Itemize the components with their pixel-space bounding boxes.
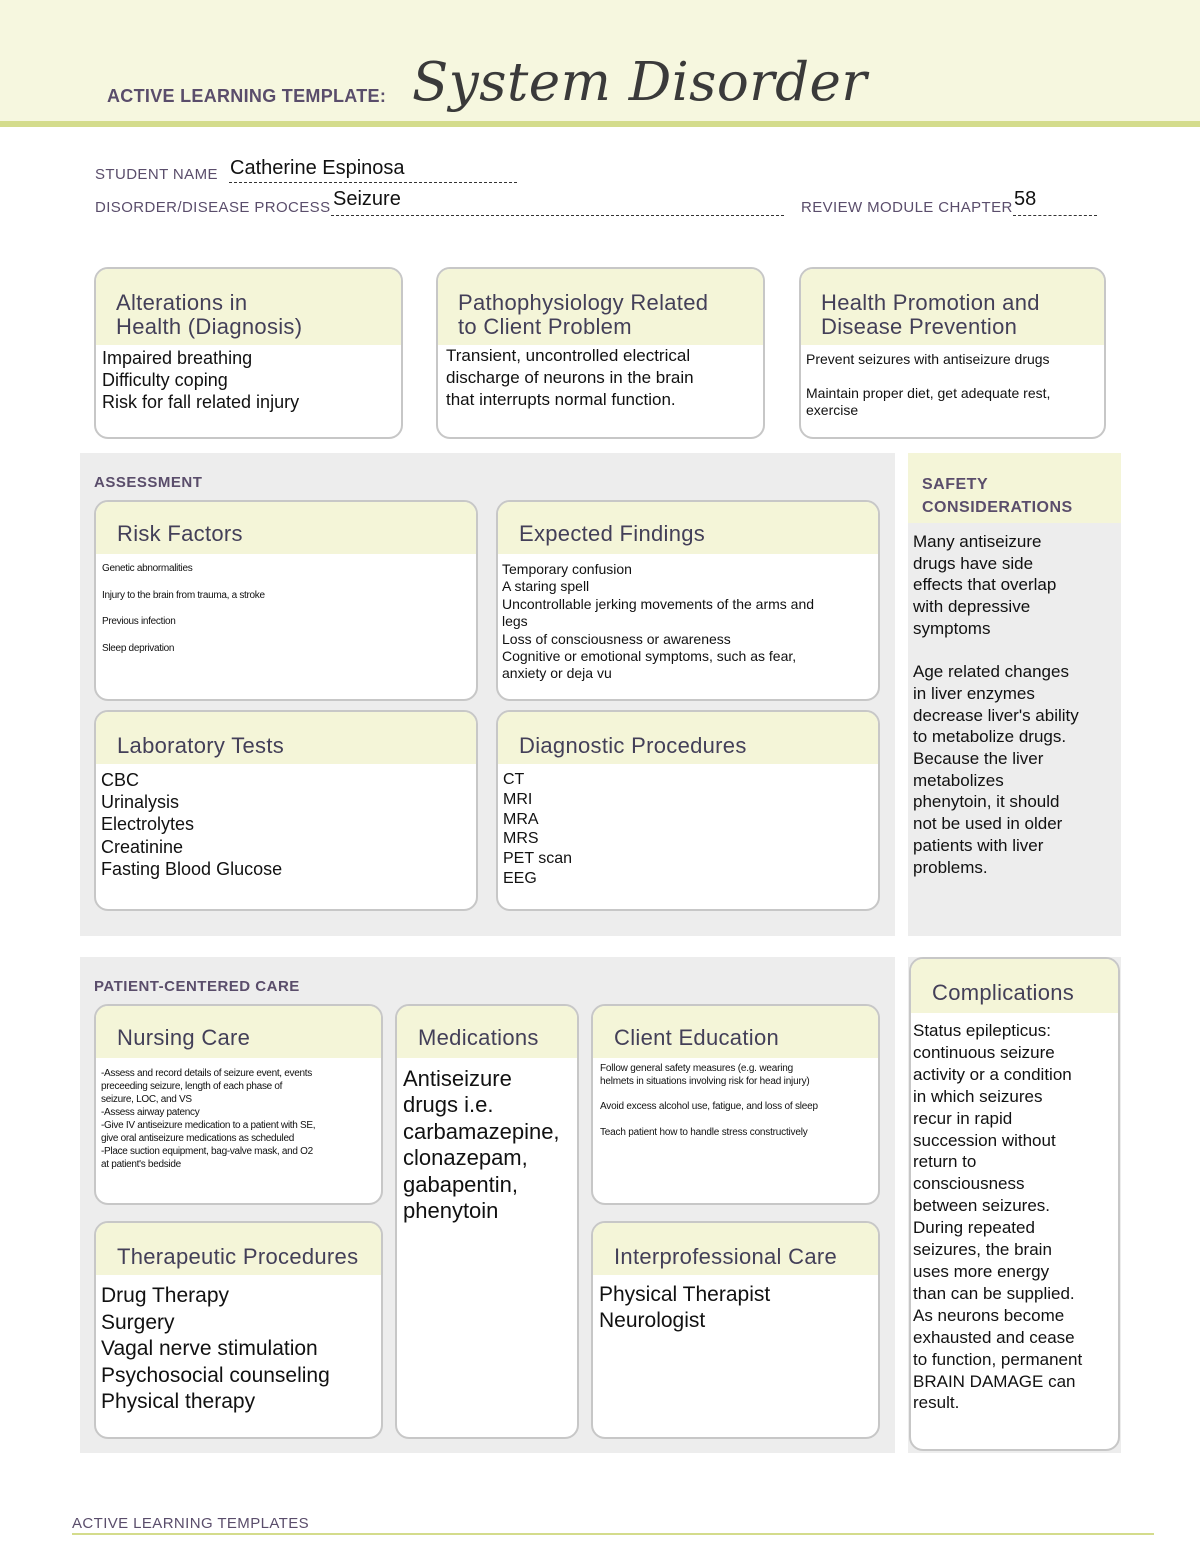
disorder-field[interactable]: Seizure [333,188,401,210]
risk-factors-title: Risk Factors [117,521,243,546]
pathophysiology-card [436,267,765,439]
expected-findings-title: Expected Findings [519,521,706,546]
complications-card [909,957,1120,1451]
interprofessional-care-title: Interprofessional Care [614,1244,838,1269]
client-education-title: Client Education [614,1025,780,1050]
medications-title: Medications [418,1025,539,1050]
health-promotion-card [799,267,1106,439]
footer-label: ACTIVE LEARNING TEMPLATES [72,1515,309,1532]
medications-card [395,1004,579,1439]
laboratory-tests-title: Laboratory Tests [117,733,285,758]
client-education-card [591,1004,880,1205]
disorder-label: DISORDER/DISEASE PROCESS [95,199,331,216]
pathophysiology-body[interactable]: Transient, uncontrolled electrical discharge of neurons in the brain that interrupts normal function. [446,346,694,409]
client-education-body[interactable]: Follow general safety measures (e.g. wearing helmets in situations involving risk for head injury) Avoid excess alcohol use, fatigue, and loss of sleep Teach patient how to handle stress constructively [600,1063,818,1138]
alterations-card [94,267,403,439]
page-title: System Disorder [412,52,868,113]
diagnostic-procedures-title: Diagnostic Procedures [519,733,747,758]
laboratory-tests-body[interactable]: CBC Urinalysis Electrolytes Creatinine Fasting Blood Glucose [101,770,283,879]
nursing-care-card [94,1004,383,1205]
expected-findings-body[interactable]: Temporary confusion A staring spell Uncontrollable jerking movements of the arms and legs Loss of consciousness or awareness Cognitive or emotional symptoms, such as fear, anxiety or deja vu [502,561,815,682]
risk-factors-card [94,500,478,701]
chapter-underline [1013,215,1097,216]
student-name-label: STUDENT NAME [95,166,218,183]
diagnostic-procedures-card [496,710,880,911]
chapter-field[interactable]: 58 [1014,188,1037,210]
therapeutic-procedures-body[interactable]: Drug Therapy Surgery Vagal nerve stimulation Psychosocial counseling Physical therapy [101,1284,330,1413]
expected-findings-card [496,500,880,701]
student-name-field[interactable]: Catherine Espinosa [230,157,405,179]
student-name-underline [229,182,517,183]
diagnostic-procedures-body[interactable]: CT MRI MRA MRS PET scan EEG [503,771,573,887]
alterations-title: Alterations in Health (Diagnosis) [116,290,303,339]
chapter-label: REVIEW MODULE CHAPTER [801,199,1013,216]
alterations-body[interactable]: Impaired breathing Difficulty coping Risk for fall related injury [102,348,300,412]
medications-body[interactable]: Antiseizure drugs i.e. carbamazepine, clonazepam, gabapentin, phenytoin [403,1066,560,1224]
disorder-underline [331,215,784,216]
nursing-care-title: Nursing Care [117,1025,251,1050]
header-rule [0,121,1200,127]
assessment-label: ASSESSMENT [94,474,203,491]
health-promotion-title: Health Promotion and Disease Prevention [821,290,1040,339]
health-promotion-body[interactable]: Prevent seizures with antiseizure drugs Maintain proper diet, get adequate rest, exercise [806,351,1051,418]
complications-body[interactable]: Status epilepticus: continuous seizure activity or a condition in which seizures recur in rapid succession without return to consciousness between seizures. During repeated seizures, the brain uses more energy than can be supplied. As neurons become exhausted and cease to function, permanent BRAIN DAMAGE can result. [913,1021,1083,1413]
template-label: ACTIVE LEARNING TEMPLATE: [107,86,387,106]
interprofessional-care-card [591,1221,880,1439]
nursing-care-body[interactable]: -Assess and record details of seizure event, events preceeding seizure, length of each phase of seizure, LOC, and VS -Assess airway patency -Give IV antiseizure medication to a patient with SE, give oral antiseizure medications as scheduled -Place suction equipment, bag-valve mask, and O2 at patient's bedside [101,1068,316,1170]
footer-rule [72,1533,1154,1535]
safety-label: SAFETY CONSIDERATIONS [922,476,1073,516]
risk-factors-body[interactable]: Genetic abnormalities Injury to the brain from trauma, a stroke Previous infection Sleep deprivation [102,563,265,654]
therapeutic-procedures-card [94,1221,383,1439]
therapeutic-procedures-title: Therapeutic Procedures [117,1244,359,1269]
safety-body[interactable]: Many antiseizure drugs have side effects that overlap with depressive symptoms Age related changes in liver enzymes decrease liver's ability to metabolize drugs. Because the liver metabolizes phenytoin, it should not be used in older patients with liver problems. [913,532,1079,877]
laboratory-tests-card [94,710,478,911]
pathophysiology-title: Pathophysiology Related to Client Problem [458,290,709,339]
interprofessional-care-body[interactable]: Physical Therapist Neurologist [599,1283,771,1332]
complications-title: Complications [932,980,1075,1005]
patient-care-label: PATIENT-CENTERED CARE [94,978,300,995]
